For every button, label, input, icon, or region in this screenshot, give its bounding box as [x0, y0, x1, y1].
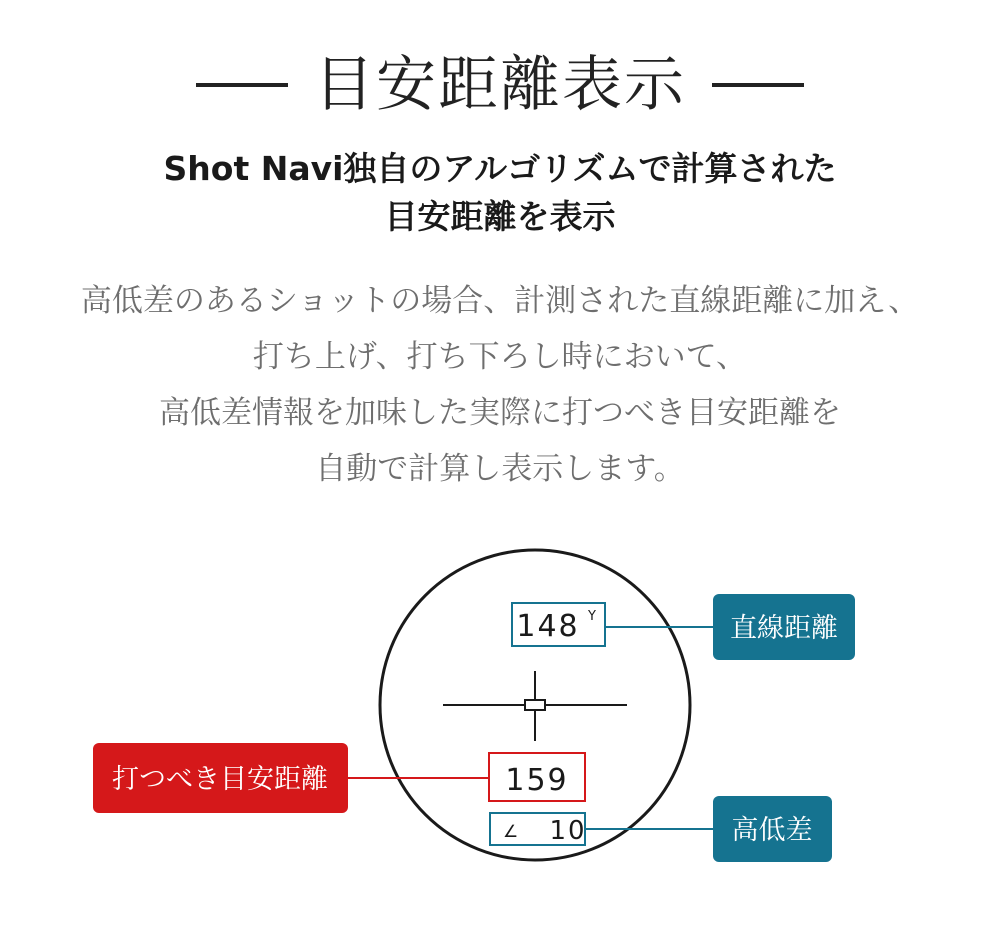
title-row: [0, 40, 1000, 130]
page-title: 目安距離表示: [314, 50, 686, 120]
elevation-label: 高低差: [731, 815, 813, 846]
title-right-rule: [712, 83, 804, 87]
subtitle: [0, 145, 1000, 241]
description-line-4: 自動で計算し表示します。: [315, 451, 685, 487]
angle-icon: ∠: [503, 822, 519, 842]
target-distance-value: 159: [505, 763, 569, 798]
description-line-3: 高低差情報を加味した実際に打つべき目安距離を: [159, 395, 841, 431]
straight-distance-label: 直線距離: [730, 613, 838, 644]
description: [0, 273, 1000, 497]
title-left-rule: [196, 83, 288, 87]
elevation-value: 10: [549, 816, 587, 846]
subtitle-line-1: Shot Navi独自のアルゴリズムで計算された: [163, 149, 837, 188]
rangefinder-diagram: [0, 540, 1000, 927]
straight-distance-value: 148: [516, 609, 580, 644]
straight-distance-unit: Y: [588, 609, 596, 624]
subtitle-line-2: 目安距離を表示: [384, 197, 616, 236]
rangefinder-illustration: [0, 540, 1000, 927]
description-line-2: 打ち上げ、打ち下ろし時において、: [252, 339, 748, 375]
target-distance-label: 打つべき目安距離: [112, 764, 328, 795]
description-line-1: 高低差のあるショットの場合、計測された直線距離に加え、: [80, 283, 920, 319]
